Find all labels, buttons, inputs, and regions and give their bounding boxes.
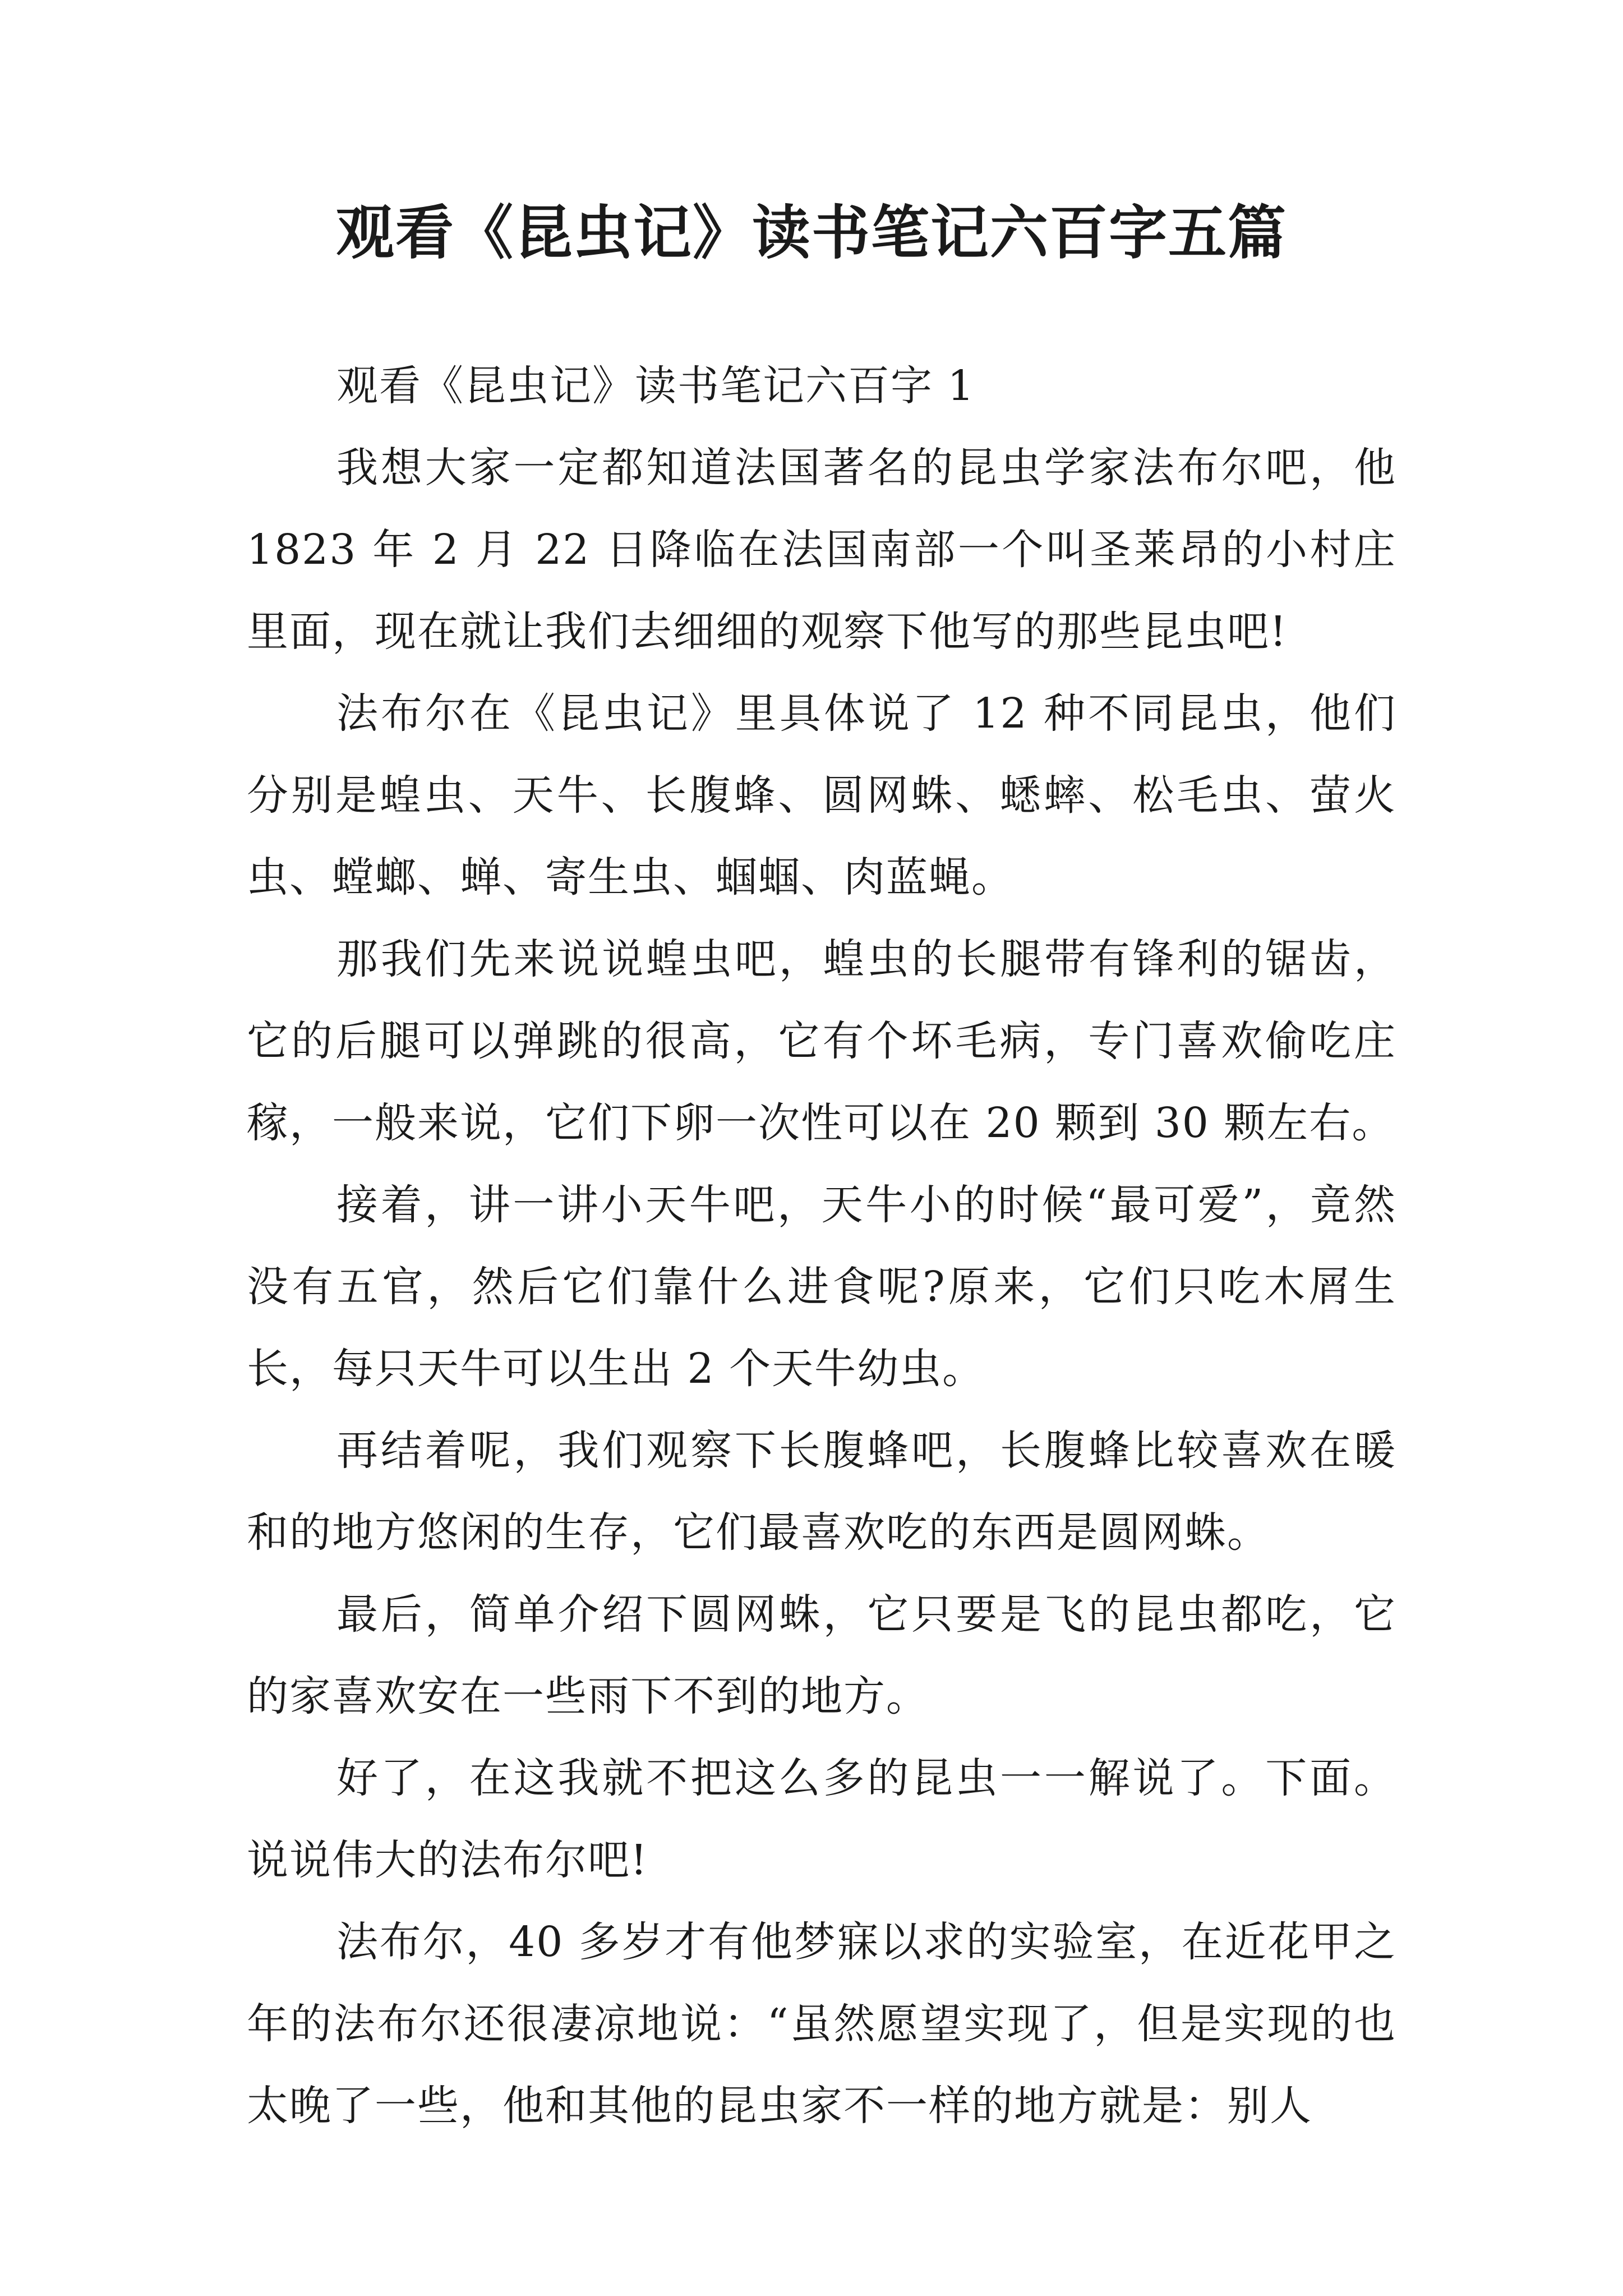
document-title: 观看《昆虫记》读书笔记六百字五篇 <box>335 198 1287 267</box>
paragraph: 最后，简单介绍下圆网蛛，它只要是飞的昆虫都吃，它的家喜欢安在一些雨下不到的地方。 <box>247 1590 1396 1720</box>
paragraph: 我想大家一定都知道法国著名的昆虫学家法布尔吧，他 1823 年 2 月 22 日降临在法国南部一个叫圣莱昂的小村庄里面，现在就让我们去细细的观察下他写的那些昆虫吧! <box>247 444 1396 656</box>
section-heading: 观看《昆虫记》读书笔记六百字 1 <box>336 362 975 410</box>
document-body <box>247 345 1396 2147</box>
paragraph: 接着，讲一讲小天牛吧，天牛小的时候“最可爱”，竟然没有五官，然后它们靠什么进食呢?原来，它们只吃木屑生长，每只天牛可以生出 2 个天牛幼虫。 <box>247 1181 1396 1393</box>
paragraph: 法布尔在《昆虫记》里具体说了 12 种不同昆虫，他们分别是蝗虫、天牛、长腹蜂、圆网蛛、蟋蟀、松毛虫、萤火虫、螳螂、蝉、寄生虫、蝈蝈、肉蓝蝇。 <box>247 689 1396 901</box>
paragraph: 法布尔，40 多岁才有他梦寐以求的实验室，在近花甲之年的法布尔还很凄凉地说：“虽然愿望实现了，但是实现的也太晚了一些，他和其他的昆虫家不一样的地方就是：别人 <box>247 1918 1396 2130</box>
paragraph: 再结着呢，我们观察下长腹蜂吧，长腹蜂比较喜欢在暖和的地方悠闲的生存，它们最喜欢吃的东西是圆网蛛。 <box>247 1427 1396 1557</box>
paragraph: 好了，在这我就不把这么多的昆虫一一解说了。下面。说说伟大的法布尔吧! <box>247 1754 1396 1884</box>
paragraph: 那我们先来说说蝗虫吧，蝗虫的长腿带有锋利的锯齿，它的后腿可以弹跳的很高，它有个坏毛病，专门喜欢偷吃庄稼，一般来说，它们下卵一次性可以在 20 颗到 30 颗左右。 <box>247 935 1396 1147</box>
